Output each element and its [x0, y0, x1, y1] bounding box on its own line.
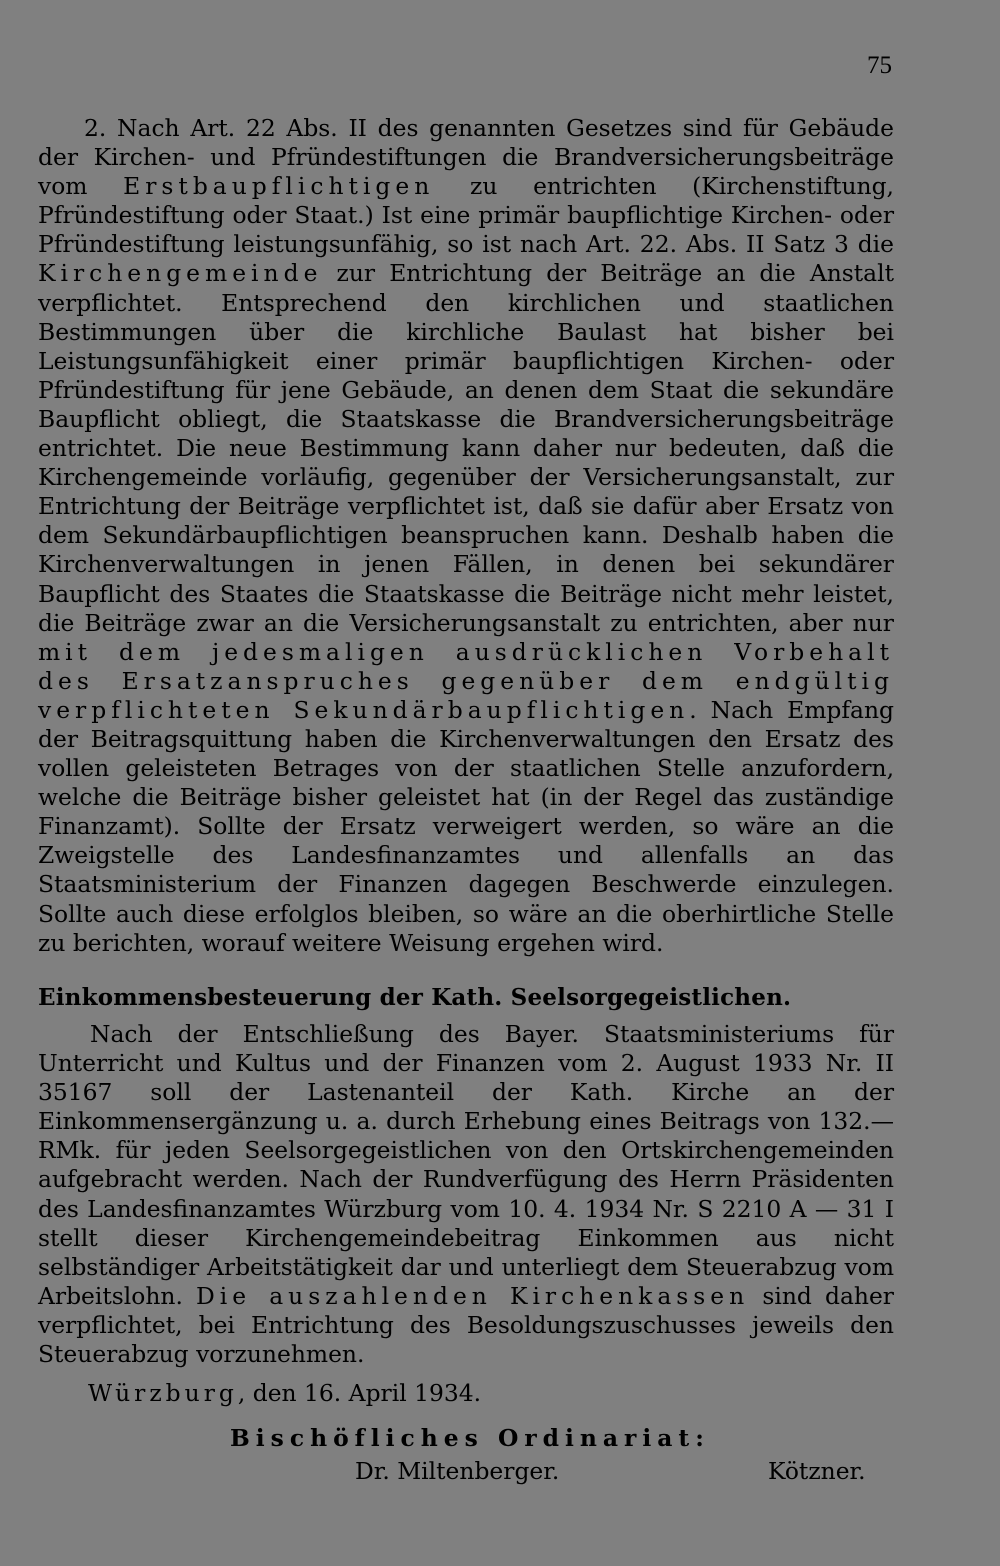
section-heading: Einkommensbesteuerung der Kath. Seelsorgegeistlichen.	[38, 984, 792, 1011]
emphasized-text: mit dem jedesmaligen ausdrücklichen Vorbehalt des Ersatzanspruches gegenüber dem endgültig verpflichteten Sekundärbaupflichtigen	[38, 637, 894, 724]
dateline-date: , den 16. April 1934.	[237, 1379, 482, 1407]
text-run: Nach der Entschließung des Bayer. Staatsministeriums für Unterricht und Kultus und der Finanzen vom 2. August 1933 Nr. II 35167 soll der Lastenanteil der Kath. Kirche an der Einkommensergänzung u. a. durch Erhebung eines Beitrags von 132.— RMk. für jeden Seelsorgegeistlichen von den Ortskirchengemeinden aufgebracht werden. Nach der Rundverfügung des Herrn Präsidenten des Landesfinanzamtes Würzburg vom 10. 4. 1934 Nr. S 2210 A — 31 I stellt dieser Kirchengemeindebeitrag Einkommen aus nicht selbständiger Arbeitstätigkeit dar und unterliegt dem Steuerabzug vom Arbeitslohn.	[38, 1020, 894, 1310]
dateline	[88, 1379, 481, 1407]
emphasized-text: Kirchengemeinde	[38, 259, 323, 288]
text-run: sind daher verpflichtet, bei Entrichtung des Besoldungszuschusses jeweils den Steuerabzug vorzunehmen.	[38, 1281, 894, 1369]
paragraph-einkommensbesteuerung	[38, 1020, 894, 1369]
signature-koetzner: Kötzner.	[768, 1457, 866, 1485]
emphasized-text: Die auszahlenden Kirchenkassen	[196, 1281, 750, 1310]
dateline-place: Würzburg	[88, 1379, 238, 1407]
text-run: zu entrichten (Kirchenstiftung, Pfründestiftung oder Staat.) Ist eine primär baupflichtige Kirchen- oder Pfründestiftung leistungsunfähig, so ist nach Art. 22. Abs. II Satz 3 die	[38, 172, 894, 259]
paragraph-brandversicherung	[38, 114, 894, 958]
text-run: . Nach Empfang der Beitragsquittung haben die Kirchenverwaltungen den Ersatz des vollen geleisteten Betrages von der staatlichen Stelle anzufordern, welche die Beiträge bisher geleistet hat (in der Regel das zuständige Finanzamt). Sollte der Ersatz verweigert werden, so wäre an die Zweigstelle des Landesfinanzamtes und allenfalls an das Staatsministerium der Finanzen dagegen Beschwerde einzulegen. Sollte auch diese erfolglos bleiben, so wäre an die oberhirtliche Stelle zu berichten, worauf weitere Weisung ergehen wird.	[38, 695, 894, 957]
text-run: zur Entrichtung der Beiträge an die Anstalt verpflichtet. Entsprechend den kirchlichen und staatlichen Bestimmungen über die kirchliche Baulast hat bisher bei Leistungsunfähigkeit einer primär baupflichtigen Kirchen- oder Pfründestiftung für jene Gebäude, an denen dem Staat die sekundäre Baupflicht obliegt, die Staatskasse die Brandversicherungsbeiträge entrichtet. Die neue Bestimmung kann daher nur bedeuten, daß die Kirchengemeinde vorläufig, gegenüber der Versicherungsanstalt, zur Entrichtung der Beiträge verpflichtet ist, daß sie dafür aber Ersatz von dem Sekundärbaupflichtigen beanspruchen kann. Deshalb haben die Kirchenverwaltungen in jenen Fällen, in denen bei sekundärer Baupflicht des Staates die Staatskasse die Beiträge nicht mehr leistet, die Beiträge zwar an die Versicherungsanstalt zu entrichten, aber nur	[38, 259, 894, 637]
ordinariat-signature-line: Bischöfliches Ordinariat:	[230, 1424, 710, 1452]
text-run: 2. Nach Art. 22 Abs. II des genannten Gesetzes sind für Gebäude der Kirchen- und Pfründestiftungen die Brandversicherungsbeiträge vom	[38, 114, 894, 201]
signature-miltenberger: Dr. Miltenberger.	[355, 1457, 560, 1485]
emphasized-text: Erstbaupflichtigen	[123, 172, 435, 201]
page-number: 75	[867, 52, 892, 79]
